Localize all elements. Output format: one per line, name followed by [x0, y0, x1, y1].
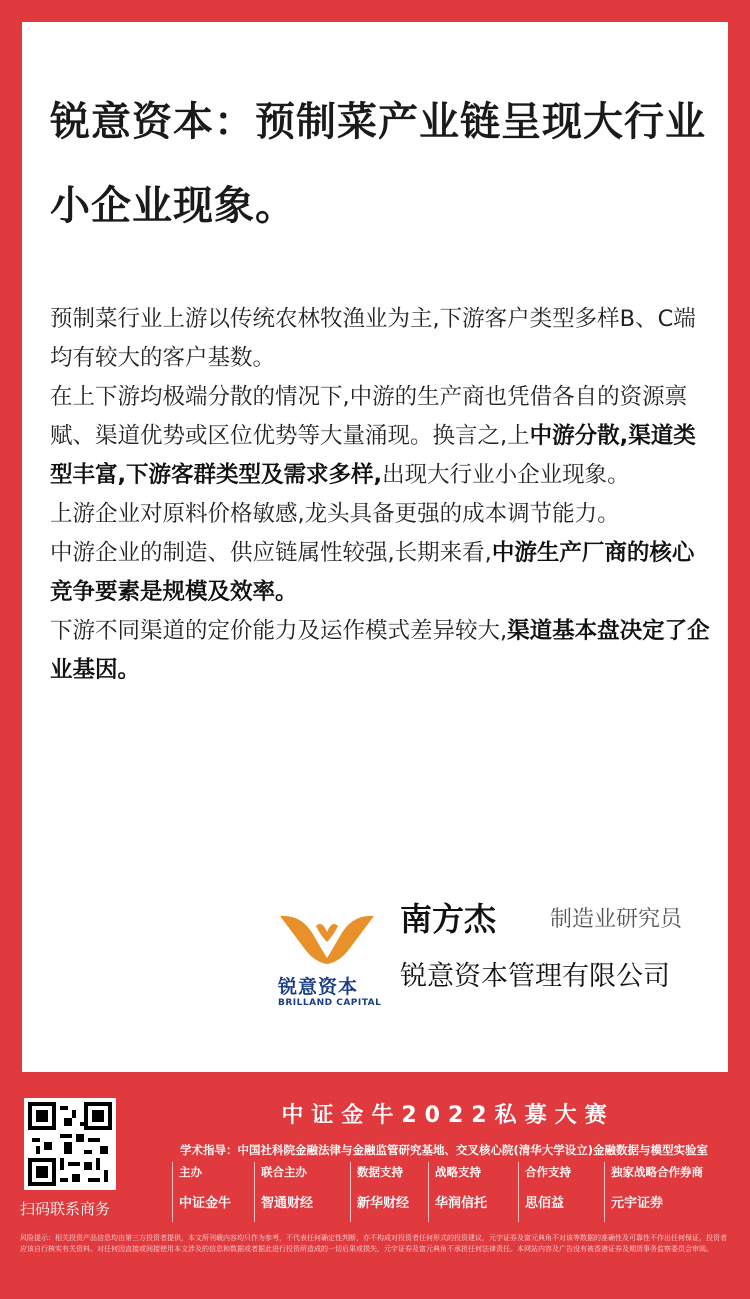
article-title: 锐意资本：预制菜产业链呈现大行业小企业现象。: [50, 99, 706, 229]
author-name: 南方杰: [400, 900, 497, 938]
paragraph-text: 下游不同渠道的定价能力及运作模式差异较大,: [50, 618, 508, 644]
contest-title: 中证金牛2022私募大赛: [281, 1103, 615, 1128]
logo-name: 锐意资本: [278, 976, 359, 998]
academic-guidance: 学术指导：中国社科院金融法律与金融监管研究基地、交叉核心院(清华大学设立)金融数据与模型实验室: [180, 1143, 709, 1157]
sponsor-host: [172, 1162, 252, 1222]
sponsor-name: 元宇证券: [611, 1196, 664, 1211]
paragraph-text: 出现大行业小企业现象。: [382, 462, 630, 488]
sponsor-name: 思佰益: [525, 1196, 565, 1211]
paragraph-text: 上游企业对原料价格敏感,龙头具备更强的成本调节能力。: [50, 501, 620, 527]
body-paragraph: [50, 495, 710, 534]
paragraph-text: 在上下游均极端分散的情况下,中游的生产商也凭借各自的资源禀赋、渠道优势或区位优势等大量涌现。换言之,上: [50, 384, 688, 449]
qr-code[interactable]: [24, 1098, 116, 1190]
sponsor-role: 合作支持: [525, 1165, 571, 1179]
body-paragraph: [50, 612, 710, 690]
emphasis-text: 渠道基本盘决定了企业基因。: [50, 618, 710, 683]
sponsor-broker: [604, 1162, 738, 1222]
body-paragraph: [50, 534, 710, 612]
company-name: 锐意资本管理有限公司: [400, 961, 670, 992]
body-paragraph: [50, 300, 710, 378]
qr-label: 扫码联系商务: [20, 1200, 111, 1218]
sponsor-name: 华润信托: [435, 1196, 488, 1211]
risk-disclaimer: 风险提示：相关投资产品信息均由第三方投资者提供，本文所刊载内容均只作为参考，不代表任何确定性判断，亦不构成对投资者任何形式的投资建议，元宇证券及富元典角不对该等数据的准确性及可靠性不作出任何保证，投资者应该自行核实有关资料。对任何因直接或间接使用本文涉及的信息和数据或者据此进行投资所造成的一切后果或损失，元宇证券及富元典角不承担任何法律责任。本网站内容及广告没有被香港证券及期货事务监察委员会审阅。: [20, 1234, 727, 1253]
sponsor-co-host: [254, 1162, 348, 1222]
logo-english-name: BRILLAND CAPITAL: [278, 998, 382, 1008]
sponsor-role: 主办: [179, 1165, 202, 1179]
author-role: 制造业研究员: [550, 907, 683, 932]
body-paragraph: [50, 378, 710, 495]
sponsor-name: 智通财经: [261, 1196, 314, 1211]
sponsor-name: 中证金牛: [179, 1196, 232, 1211]
sponsor-role: 独家战略合作券商: [611, 1165, 703, 1179]
content-card: [22, 22, 728, 1072]
emphasis-text: 中游分散,渠道类型丰富,下游客群类型及需求多样,: [50, 423, 696, 488]
article-body: [50, 300, 710, 690]
brilland-capital-logo: [272, 902, 382, 1012]
sponsor-strategic: [428, 1162, 516, 1222]
sponsor-role: 联合主办: [261, 1165, 307, 1179]
sponsor-cooperation: [518, 1162, 602, 1222]
brilland-logo-icon: [272, 902, 382, 972]
sponsor-role: 战略支持: [435, 1165, 481, 1179]
footer: [0, 1072, 750, 1299]
signature-block: [272, 902, 712, 1012]
sponsor-list: [172, 1162, 738, 1222]
paragraph-text: 预制菜行业上游以传统农林牧渔业为主,下游客户类型多样B、C端均有较大的客户基数。: [50, 306, 696, 371]
sponsor-role: 数据支持: [357, 1165, 403, 1179]
paragraph-text: 中游企业的制造、供应链属性较强,长期来看,: [50, 540, 492, 566]
emphasis-text: 中游生产厂商的核心竞争要素是规模及效率。: [50, 540, 695, 605]
qr-code-icon: [28, 1102, 112, 1186]
sponsor-data: [350, 1162, 426, 1222]
sponsor-name: 新华财经: [357, 1196, 410, 1211]
